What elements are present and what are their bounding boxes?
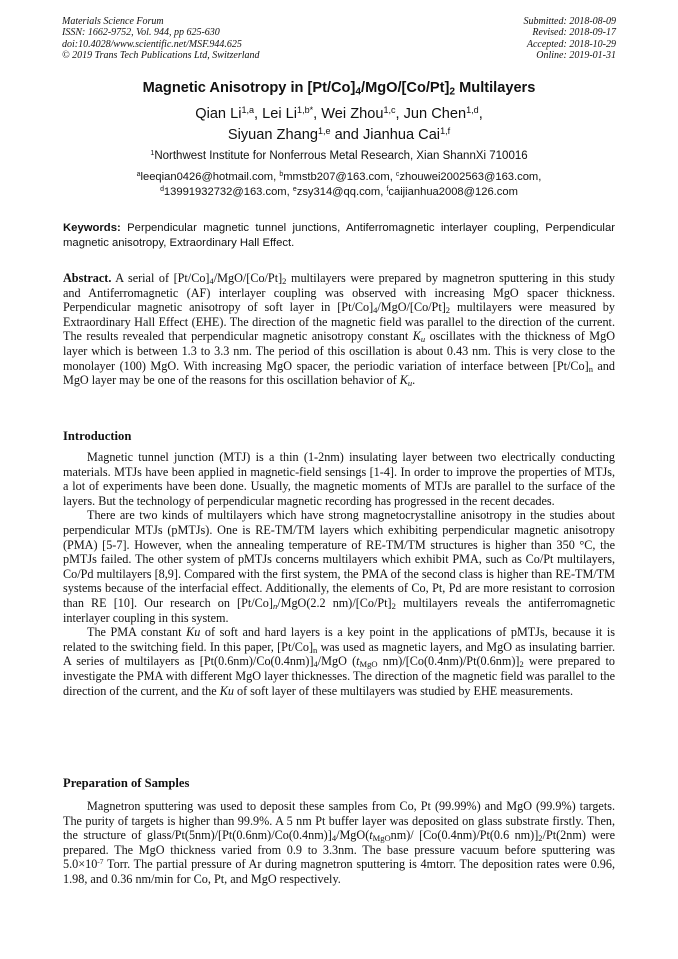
keywords-label: Keywords: [63,222,121,234]
para-sub: 4 [313,659,318,670]
email: caijianhua2008@126.com [388,186,518,198]
paper-title [0,80,678,96]
para-text: Torr. The partial pressure of Ar during magnetron sputtering is 4mtorr. The deposition rates were 0.96, 1.98, and 0.36 nm/min for Co, Pt, and MgO respectively. [63,857,615,886]
author-mark: 1,a [241,105,255,116]
intro-paragraph-2 [63,508,615,625]
email-list [0,170,678,200]
para-sub: 4 [331,833,337,844]
abstract-sub: n [588,363,593,374]
para-sub: 2 [519,659,524,670]
email-line-2 [0,185,678,200]
email: leeqian0426@hotmail.com, [140,171,280,183]
abstract-text: oscillates with the thickness of MgO layer which is between 1.3 to 3.3 nm. The period of this oscillation is about 0.43 nm. This is very close to the monolayer (100) MgO. With increasing MgO spacer, the periodic variation of interface between [Pt/Co] [63,329,615,373]
para-text: There are two kinds of multilayers which have strong magnetocrystalline anisotropy in the studies about perpendicular MTJs (pMTJs). One is RE-TM/TM layers which exhibiting perpendicular magnetic anisotropy (PMA) [5-7]. However, when the annealing temperature of RE-TM/TM structures is higher than 350 °C, the pMTJs failed. The other system of pMTJs concerns multilayers which exhibit PMA, such as Co/Pt multilayers, Co/Pd multilayers [8,9]. Compared with the first system, the PMA of the second class is higher than RE-TM/TM systems because of the interfacial effect. Additionally, the elements of Co, Pt, Pd are more resistant to corrosion than RE [10]. Our research on [Pt/Co] [63,508,615,610]
para-text: of soft and hard layers is a key point in the applications of pMTJs, because it is related to the switching field. In this paper, [Pt/Co] [63,625,615,654]
author-name: , Jun Chen [395,106,467,122]
para-symbol: t [369,828,373,843]
para-text: nm)/ [Co(0.4nm)/Pt(0.6 nm)] [390,828,539,843]
abstract-text: /MgO/[Co/Pt] [213,271,283,285]
intro-paragraph-1: Magnetic tunnel junction (MTJ) is a thin (1-2nm) insulating layer between two electrically conducting materials. MTJs have been applied in magnetic-field sensings [1-4]. In order to improve the properties of MTJs, a lot of experiments have been done. Usually, the magnetic moments of MTJs are parallel to the surface of the layers. But the technology of perpendicular magnetic recording has progressed in the recent decades. [63,450,615,508]
section-heading-preparation: Preparation of Samples [63,776,190,790]
accepted-date: Accepted: 2018-10-29 [526,38,616,50]
abstract-text: multilayers were prepared by magnetron sputtering in this study and Antiferromagnetic (AF) interlayer coupling was observed with increasing MgO spacer thickness. Perpendicular magnetic anisotropy of soft layer in [Pt/Co] [63,271,616,315]
author-mark: 1,e [317,126,331,137]
abstract-text: /MgO/[Co/Pt] [377,300,446,315]
para-text: multilayers reveals the antiferromagnetic interlayer coupling in this system. [63,595,615,625]
email-line-1 [0,170,678,185]
issn: ISSN: 1662-9752, Vol. 944, pp 625-630 [62,27,220,39]
abstract-text: multilayers were measured by Extraordinary Hall Effect (EHE). The direction of the magnetic field was parallel to the direction of the current. The results revealed that perpendicular magnetic anisotropy constant [63,300,615,344]
para-text: were prepared to investigate the PMA with different MgO layer thicknesses. The direction of the magnetic field was parallel to the direction of the current, and the [63,654,615,698]
abstract-text: and MgO layer may be one of the reasons for this oscillation behavior of [63,358,615,388]
journal-header [62,16,260,62]
author-mark: 1,d [466,105,479,116]
para-sub: n [272,601,278,612]
title-part: Multilayers [455,80,536,96]
keywords [63,221,615,251]
para-text: nm)/[Co(0.4nm)/Pt(0.6nm)] [377,654,520,669]
abstract [63,271,615,388]
email: zhouwei2002563@163.com, [399,171,542,183]
introduction-body [63,450,615,698]
abstract-text: . [412,373,416,388]
author-line-1 [0,104,678,125]
para-text: /MgO(2.2 nm)/[Co/Pt] [277,595,392,610]
title-part: /MgO/[Co/Pt] [361,80,450,96]
para-sub: 2 [391,601,396,612]
email-mark: f [386,186,389,194]
abstract-label: Abstract. [63,271,112,285]
para-text: /MgO( [336,828,370,843]
email-mark: a [136,171,141,179]
email-mark: c [395,171,400,179]
email: 13991932732@163.com, [163,186,293,198]
para-sub: MgO [372,833,391,844]
abstract-symbol: K [412,329,421,344]
email: mmstb207@163.com, [283,171,396,183]
author-name: Qian Li [195,106,242,122]
para-text: /MgO ( [317,654,357,669]
author-name: , Lei Li [254,106,298,122]
abstract-sub: u [420,334,426,345]
doi: doi:10.4028/www.scientific.net/MSF.944.625 [62,38,242,50]
title-sub: 2 [449,86,456,98]
copyright: © 2019 Trans Tech Publications Ltd, Switzerland [62,50,260,62]
para-sub: n [313,644,318,655]
para-sub: MgO [359,659,378,670]
email: zsy314@qq.com, [296,186,387,198]
author-line-2 [0,125,678,146]
author-mark: 1,f [440,126,451,137]
para-symbol: t [356,654,360,669]
para-sub: 2 [538,833,543,844]
submitted-date: Submitted: 2018-08-09 [523,16,616,27]
para-sup: -7 [97,857,104,867]
preparation-body [63,799,615,887]
keywords-text: Perpendicular magnetic tunnel junctions, Antiferromagnetic interlayer coupling, Perpendicular magnetic anisotropy, Extraordinary Hall Effect. [63,222,615,249]
title-sub: 4 [355,86,362,98]
abstract-sub: 2 [282,276,287,287]
para-text: of soft layer of these multilayers was studied by EHE measurements. [233,683,574,698]
abstract-text: A serial of [Pt/Co] [111,271,210,285]
journal-name: Materials Science Forum [62,16,164,27]
affiliation-text: Northwest Institute for Nonferrous Metal Research, Xian ShannXi 710016 [154,150,528,162]
para-text: The PMA constant [87,625,187,640]
abstract-symbol: K [399,373,408,388]
para-text: /Pt(2nm) were prepared. The MgO thickness varied from 0.9 to 3.3nm. The base pressure vacuum before sputtering was 5.0×10 [63,828,616,872]
abstract-sub: u [407,378,413,389]
para-text: was used as magnetic layers, and MgO as insulating barrier. A series of multilayers as [Pt(0.6nm)/Co(0.4nm)] [63,639,615,669]
prep-paragraph-1 [63,799,615,887]
email-mark: b [279,171,284,179]
abstract-sub: 2 [445,305,451,316]
para-symbol: Ku [186,625,201,640]
author-mark: 1,c [383,105,396,116]
intro-paragraph-3 [63,625,615,698]
author-list [0,104,678,146]
revised-date: Revised: 2018-09-17 [532,27,616,39]
para-text: Magnetron sputtering was used to deposit these samples from Co, Pt (99.99%) and MgO (99.9%) targets. The purity of targets is higher than 99.9%. A 5 nm Pt buffer layer was deposited on glass substrate firstly. Then, the structure of glass/Pt(5nm)/[Pt(0.6nm)/Co(0.4nm)] [63,799,615,843]
affiliation [0,150,678,162]
author-name: and Jianhua Cai [330,127,441,143]
section-heading-introduction: Introduction [63,429,132,443]
abstract-sub: 4 [209,276,214,287]
email-mark: d [160,186,164,194]
online-date: Online: 2019-01-31 [536,50,616,62]
email-mark: e [292,186,297,194]
title-part: Magnetic Anisotropy in [Pt/Co] [142,80,356,96]
author-name: Siyuan Zhang [227,127,318,143]
author-sep: , [478,106,483,122]
para-symbol: Ku [219,683,234,698]
dates-header [524,16,617,62]
author-mark: 1,b* [297,105,314,116]
abstract-sub: 4 [373,305,378,316]
author-name: , Wei Zhou [313,106,384,122]
affiliation-mark: 1 [150,149,155,158]
